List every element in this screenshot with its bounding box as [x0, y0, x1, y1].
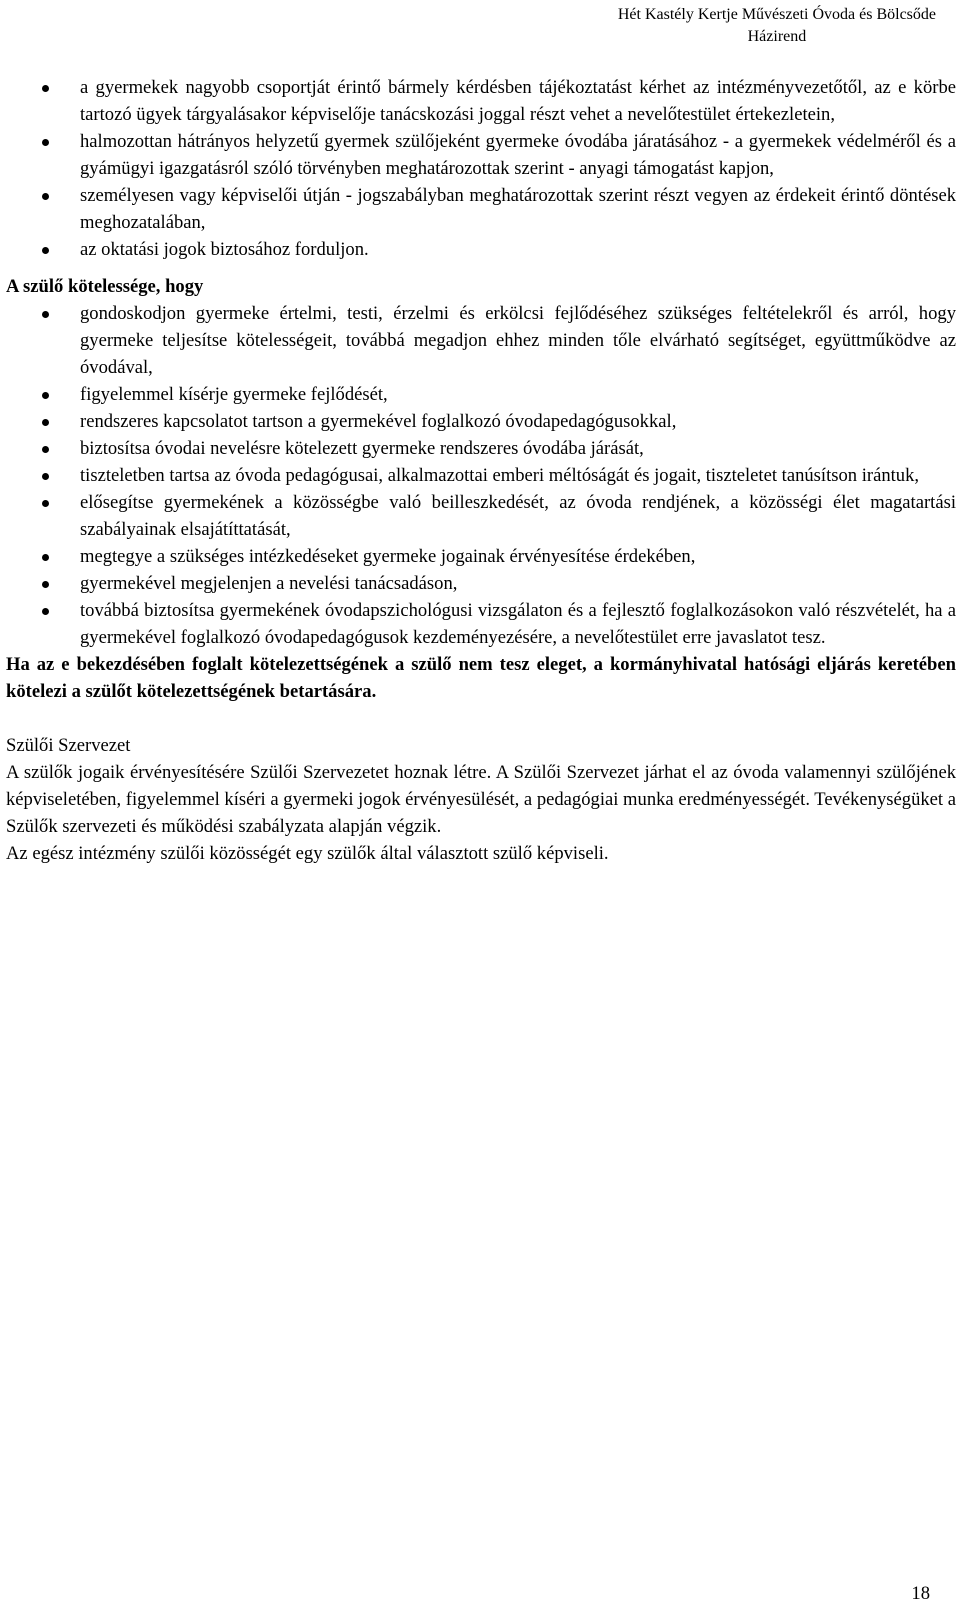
list-item: a gyermekek nagyobb csoportját érintő bármely kérdésben tájékoztatást kérhet az intézményvezetőtől, az e körbe tartozó ügyek tárgyalásakor képviselője tanácskozási joggal részt vehet a nevelőtestület értekezletein, [6, 74, 956, 128]
page-header [618, 4, 936, 48]
header-institution-name: Hét Kastély Kertje Művészeti Óvoda és Bölcsőde [617, 6, 936, 23]
bullet-icon [42, 311, 49, 318]
bullet-icon [42, 139, 49, 146]
duties-list [6, 300, 956, 651]
bullet-icon [42, 247, 49, 254]
list-item: halmozottan hátrányos helyzetű gyermek szülőjeként gyermeke óvodába járatásához - a gyermekek védelméről és a gyámügyi igazgatásról szóló törvényben meghatározottak szerint - anyagi támogatást kapjon, [6, 128, 956, 182]
list-item: figyelemmel kísérje gyermeke fejlődését, [6, 381, 956, 408]
page-number: 18 [911, 1583, 930, 1604]
list-item: elősegítse gyermekének a közösségbe való beilleszkedését, az óvoda rendjének, a közösségi élet magatartási szabályainak elsajátíttatását, [6, 489, 956, 543]
bullet-icon [42, 500, 49, 507]
section-title: Szülői Szervezet [6, 735, 131, 756]
list-item: az oktatási jogok biztosához forduljon. [6, 236, 956, 263]
bullet-icon [42, 581, 49, 588]
list-item: gyermekével megjelenjen a nevelési tanácsadáson, [6, 570, 956, 597]
enforcement-notice: Ha az e bekezdésében foglalt kötelezettségének a szülő nem tesz eleget, a kormányhivatal hatósági eljárás keretében kötelezi a szülőt kötelezettségének betartására. [6, 654, 956, 702]
rights-list [6, 74, 956, 263]
bullet-icon [42, 554, 49, 561]
bullet-icon [42, 473, 49, 480]
bullet-icon [42, 608, 49, 615]
list-item: tiszteletben tartsa az óvoda pedagógusai, alkalmazottai emberi méltóságát és jogait, tiszteletet tanúsítson irántuk, [6, 462, 956, 489]
bullet-icon [42, 85, 49, 92]
header-document-title: Házirend [747, 28, 807, 45]
list-item: továbbá biztosítsa gyermekének óvodapszichológusi vizsgálaton és a fejlesztő foglalkozásokon való részvételét, ha a gyermekével foglalkozó óvodapedagógusok kezdeményezésére, a nevelőtestület erre javaslatot tesz. [6, 597, 956, 651]
list-item: gondoskodjon gyermeke értelmi, testi, érzelmi és erkölcsi fejlődéséhez szükséges feltételekről és arról, hogy gyermeke teljesítse kötelességeit, továbbá megadjon ehhez minden tőle elvárható segítséget, együttműködve az óvodával, [6, 300, 956, 381]
list-item: rendszeres kapcsolatot tartson a gyermekével foglalkozó óvodapedagógusokkal, [6, 408, 956, 435]
list-item: személyesen vagy képviselői útján - jogszabályban meghatározottak szerint részt vegyen az érdekeit érintő döntések meghozatalában, [6, 182, 956, 236]
bullet-icon [42, 419, 49, 426]
section-paragraph: Az egész intézmény szülői közösségét egy szülők által választott szülő képviseli. [6, 843, 609, 864]
list-item: biztosítsa óvodai nevelésre kötelezett gyermeke rendszeres óvodába járását, [6, 435, 956, 462]
bullet-icon [42, 193, 49, 200]
document-body [6, 74, 956, 867]
list-item: megtegye a szükséges intézkedéseket gyermeke jogainak érvényesítése érdekében, [6, 543, 956, 570]
bullet-icon [42, 446, 49, 453]
bullet-icon [42, 392, 49, 399]
duties-heading: A szülő kötelessége, hogy [6, 276, 204, 297]
section-paragraph: A szülők jogaik érvényesítésére Szülői Szervezetet hoznak létre. A Szülői Szervezet járhat el az óvoda valamennyi szülőjének képviseletében, figyelemmel kíséri a gyermeki jogok érvényesülését, a pedagógiai munka eredményességét. Tevékenységüket a Szülők szervezeti és működési szabályzata alapján végzik. [6, 762, 956, 837]
